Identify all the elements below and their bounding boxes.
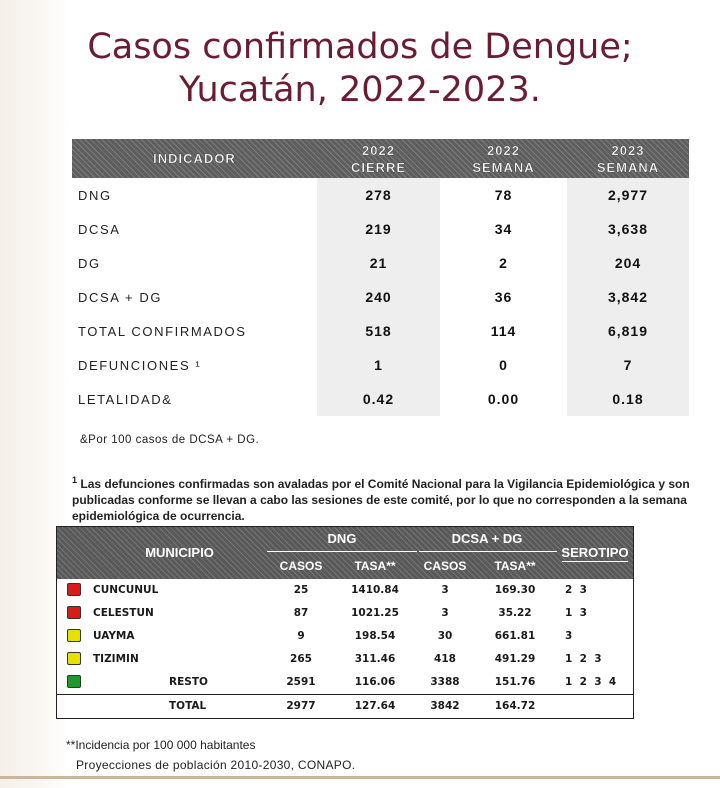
cell: 151.76 xyxy=(494,676,536,688)
cell: 1 2 3 4 xyxy=(565,676,617,688)
risk-indicator-square xyxy=(67,606,81,619)
cell: 3388 xyxy=(430,676,460,688)
cell: 87 xyxy=(293,607,309,619)
cell: 198.54 xyxy=(354,630,396,642)
row-value: 278 xyxy=(365,187,392,203)
cell: 2 3 xyxy=(565,584,587,596)
table-row xyxy=(72,314,689,348)
row-label: DCSA + DG xyxy=(78,289,163,305)
risk-indicator-square xyxy=(67,583,81,596)
indicators-table-header xyxy=(72,139,689,178)
footnote-mark: 1 xyxy=(72,475,78,485)
cell: 2977 xyxy=(286,700,316,712)
risk-indicator-square xyxy=(67,675,81,688)
row-value: 3,638 xyxy=(607,221,649,237)
row-value: 0 xyxy=(499,357,508,373)
cell: 35.22 xyxy=(498,607,532,619)
header-tasa: TASA** xyxy=(494,559,536,573)
row-value: 34 xyxy=(494,221,513,237)
risk-indicator-square xyxy=(67,652,81,665)
header-serotipo: SEROTIPO xyxy=(561,545,629,560)
header-sub: SEMANA xyxy=(472,159,535,175)
header-divider xyxy=(267,551,417,552)
risk-indicator-square xyxy=(67,629,81,642)
municipios-table-header xyxy=(57,527,633,579)
incidencia-footnote: **Incidencia por 100 000 habitantes xyxy=(66,738,256,752)
row-value: 6,819 xyxy=(607,323,649,339)
cell: 491.29 xyxy=(494,653,536,665)
header-municipio: MUNICIPIO xyxy=(145,545,214,560)
municipio-name: UAYMA xyxy=(93,630,135,642)
table-row xyxy=(72,178,689,212)
defunciones-note xyxy=(72,472,692,524)
cell: 3842 xyxy=(430,700,460,712)
table-row xyxy=(72,348,689,382)
header-col-2022-semana xyxy=(442,139,565,178)
row-value: 0.18 xyxy=(612,391,644,407)
indicators-table xyxy=(72,139,689,407)
row-value: 204 xyxy=(614,255,642,271)
row-value: 7 xyxy=(623,357,633,373)
cell: 661.81 xyxy=(494,630,536,642)
header-tasa: TASA** xyxy=(354,559,396,573)
row-value: 21 xyxy=(369,255,388,271)
row-value: 240 xyxy=(365,289,392,305)
cell: 164.72 xyxy=(494,700,536,712)
table-row xyxy=(57,579,633,602)
row-value: 78 xyxy=(494,187,513,203)
header-sub: SEMANA xyxy=(596,159,660,175)
table-row xyxy=(57,648,633,671)
header-year: 2022 xyxy=(487,142,520,158)
header-casos: CASOS xyxy=(423,559,467,573)
table-row xyxy=(57,671,633,694)
row-label: LETALIDAD& xyxy=(78,391,173,407)
row-value: 114 xyxy=(490,323,517,339)
cell: 9 xyxy=(297,630,305,642)
bottom-divider xyxy=(0,776,720,779)
row-label: TOTAL CONFIRMADOS xyxy=(78,323,247,339)
header-sub: CIERRE xyxy=(350,159,407,175)
letalidad-note: &Por 100 casos de DCSA + DG. xyxy=(80,434,260,446)
table-row xyxy=(57,625,633,648)
header-dng: DNG xyxy=(327,531,357,546)
row-label: DEFUNCIONES ¹ xyxy=(78,357,202,373)
row-value: 219 xyxy=(365,221,392,237)
cell: 3 xyxy=(565,630,573,642)
defunciones-note-text: Las defunciones confirmadas son avaladas por el Comité Nacional para la Vigilancia Epidemiológica y son publicadas conforme se llevan a cabo las sesiones de este comité, por lo que no corresponden a la semana epidemiológica de ocurrencia. xyxy=(72,477,690,523)
header-col-2023-semana xyxy=(567,139,689,178)
row-value: 2 xyxy=(499,255,508,271)
cell: 265 xyxy=(290,653,312,665)
row-label: DCSA xyxy=(78,221,121,237)
municipios-table xyxy=(56,526,634,719)
row-value: 0.00 xyxy=(487,391,520,407)
title-line-1: Casos confirmados de Dengue; xyxy=(87,27,633,67)
table-row xyxy=(72,212,689,246)
row-value: 3,842 xyxy=(607,289,649,305)
cell: 3 xyxy=(441,607,449,619)
header-year: 2023 xyxy=(611,142,645,158)
row-value: 0.42 xyxy=(362,391,395,407)
cell: 25 xyxy=(293,584,309,596)
table-row xyxy=(57,602,633,625)
cell: 169.30 xyxy=(494,584,536,596)
header-casos: CASOS xyxy=(279,559,323,573)
cell: 127.64 xyxy=(354,700,396,712)
row-value: 2,977 xyxy=(607,187,649,203)
header-indicador: INDICADOR xyxy=(153,151,236,166)
header-col-2022-cierre xyxy=(317,139,440,178)
title-line-2: Yucatán, 2022-2023. xyxy=(179,70,541,110)
row-value: 1 xyxy=(374,357,383,373)
municipio-name: CUNCUNUL xyxy=(93,584,159,596)
total-label: TOTAL xyxy=(169,700,207,712)
header-dcsa-dg: DCSA + DG xyxy=(451,531,523,546)
row-label: DG xyxy=(78,255,101,271)
page-title xyxy=(0,26,720,112)
cell: 116.06 xyxy=(354,676,396,688)
total-row xyxy=(57,694,633,718)
header-divider xyxy=(562,561,628,562)
cell: 1410.84 xyxy=(351,584,399,596)
table-row xyxy=(72,246,689,280)
cell: 311.46 xyxy=(354,653,396,665)
header-year: 2022 xyxy=(362,142,395,158)
row-value: 518 xyxy=(365,323,392,339)
municipio-name: TIZIMIN xyxy=(93,653,139,665)
municipio-name: RESTO xyxy=(169,676,208,688)
cell: 2591 xyxy=(286,676,316,688)
cell: 3 xyxy=(441,584,449,596)
row-value: 36 xyxy=(494,289,513,305)
row-label: DNG xyxy=(78,187,112,203)
proyecciones-footnote: Proyecciones de población 2010-2030, CONAPO. xyxy=(76,758,356,772)
header-divider xyxy=(419,551,557,552)
cell: 418 xyxy=(434,653,456,665)
cell: 1 3 xyxy=(565,607,587,619)
table-row xyxy=(72,382,689,416)
cell: 30 xyxy=(437,630,453,642)
cell: 1021.25 xyxy=(351,607,399,619)
municipio-name: CELESTUN xyxy=(93,607,154,619)
cell: 1 2 3 xyxy=(565,653,602,665)
table-row xyxy=(72,280,689,314)
